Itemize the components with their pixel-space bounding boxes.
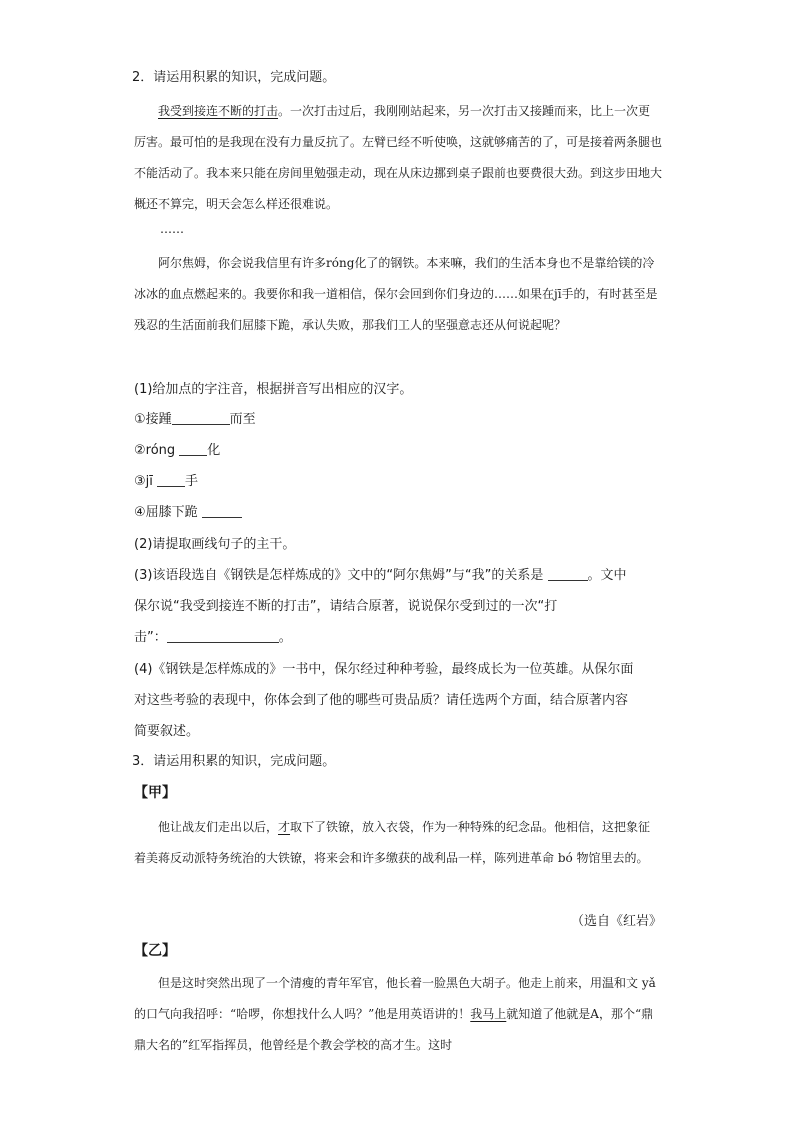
q2-sub1: (1)给加点的字注音，根据拼音写出相应的汉字。 <box>134 382 413 397</box>
passage-1-text: 。一次打击过后，我刚刚站起来，另一次打击又接踵而来，比上一次更厉害。最可怕的是我现在没有力量反抗了。左臂已经不听使唤，这就够痛苦的了，可是接着两条腿也不能活动了。我本来只能在房间里勉强走动，现在从床边挪到桌子跟前也要费很大劲。到这步田地大概还不算完，明天会怎么样还很难说。 <box>134 104 663 211</box>
q2-passage-2 <box>134 248 662 341</box>
q2-sub4-line3: 简要叙述。 <box>134 724 200 739</box>
item3-label: ③jī <box>134 474 158 489</box>
q2-sub4-line2: 对这些考验的表现中，你体会到了他的哪些可贵品质？请任选两个方面，结合原著内容 <box>134 693 629 708</box>
passage-2-text: 阿尔焦姆，你会说我信里有许多róng化了的钢铁。本来嘛，我们的生活本身也不是靠给镁的冷冰冰的血点燃起来的。我要你和我一道相信，保尔会回到你们身边的……如果在jī手的，有时甚至是残忍的生活面前我们屈膝下跪，承认失败，那我们工人的坚强意志还从何说起呢？ <box>134 256 658 332</box>
item1-label: ①接踵 <box>134 412 172 427</box>
item4-label: ④屈膝下跪 <box>134 505 202 520</box>
sub3-line3-a: 击”： <box>134 630 167 645</box>
q2-item3 <box>134 472 198 492</box>
q2-sub3-line3 <box>134 628 292 648</box>
yi-underlined: 我马上 <box>470 1007 507 1021</box>
item2-label: ②róng <box>134 443 180 458</box>
q2-item4 <box>134 503 242 523</box>
yi-text-b: 就知道了他就是A，那个“鼎鼎大名的”红军指挥员，他曾经是个教会学校的高才生。这时 <box>134 1007 654 1052</box>
sub3-blank-2[interactable] <box>167 628 279 643</box>
item3-after: 手 <box>185 474 199 489</box>
item4-blank[interactable] <box>202 503 242 518</box>
item2-after: 化 <box>207 443 221 458</box>
sub3-line3-b: 。 <box>278 630 292 645</box>
q2-sub2: (2)请提取画线句子的主干。 <box>134 537 296 552</box>
yi-text-a: 但是这时突然出现了一个清瘦的青年军官，他长着一脸黑色大胡子。他走上前来，用温和文 yǎ 的口气向我招呼：“哈啰，你想找什么人吗？”他是用英语讲的！ <box>134 976 656 1021</box>
q2-sub4-line1: (4)《钢铁是怎样炼成的》一书中，保尔经过种种考验，最终成长为一位英雄。从保尔面 <box>134 662 634 677</box>
q2-title: 2．请运用积累的知识，完成问题。 <box>132 70 336 85</box>
item3-blank[interactable] <box>157 472 185 487</box>
q2-passage-1 <box>134 96 662 220</box>
jia-text-b: 取下了铁镣，放入衣袋，作为一种特殊的纪念品。他相信，这把象征着美蒋反动派特务统治的大铁镣，将来会和许多缴获的战利品一样，陈列进革命 bó 物馆里去的。 <box>134 820 651 865</box>
sub3-blank-1[interactable] <box>548 566 588 581</box>
q2-item2 <box>134 441 220 461</box>
jia-source: （选自《红岩》 <box>570 914 662 929</box>
q2-sub3-line1 <box>134 566 627 586</box>
jia-dotted-char: 才 <box>278 820 291 834</box>
item2-blank[interactable] <box>179 441 207 456</box>
yi-passage <box>134 968 662 1061</box>
q2-item1 <box>134 410 256 430</box>
jia-passage <box>134 812 662 874</box>
jia-label: 【甲】 <box>134 785 176 801</box>
item1-blank[interactable] <box>172 410 230 425</box>
item1-after: 而至 <box>229 412 256 427</box>
sub3-text-b: 。文中 <box>587 568 627 583</box>
sub3-text-a: (3)该语段选自《钢铁是怎样炼成的》文中的“阿尔焦姆”与“我”的关系是 <box>134 568 548 583</box>
q3-title: 3．请运用积累的知识，完成问题。 <box>132 754 336 769</box>
jia-text-a: 他让战友们走出以后， <box>158 820 279 834</box>
yi-label: 【乙】 <box>134 943 176 959</box>
q2-sub3-line2: 保尔说“我受到接连不断的打击”，请结合原著，说说保尔受到过的一次“打 <box>134 599 558 614</box>
ellipsis: …… <box>160 222 184 236</box>
underlined-sentence: 我受到接连不断的打击 <box>158 104 279 118</box>
